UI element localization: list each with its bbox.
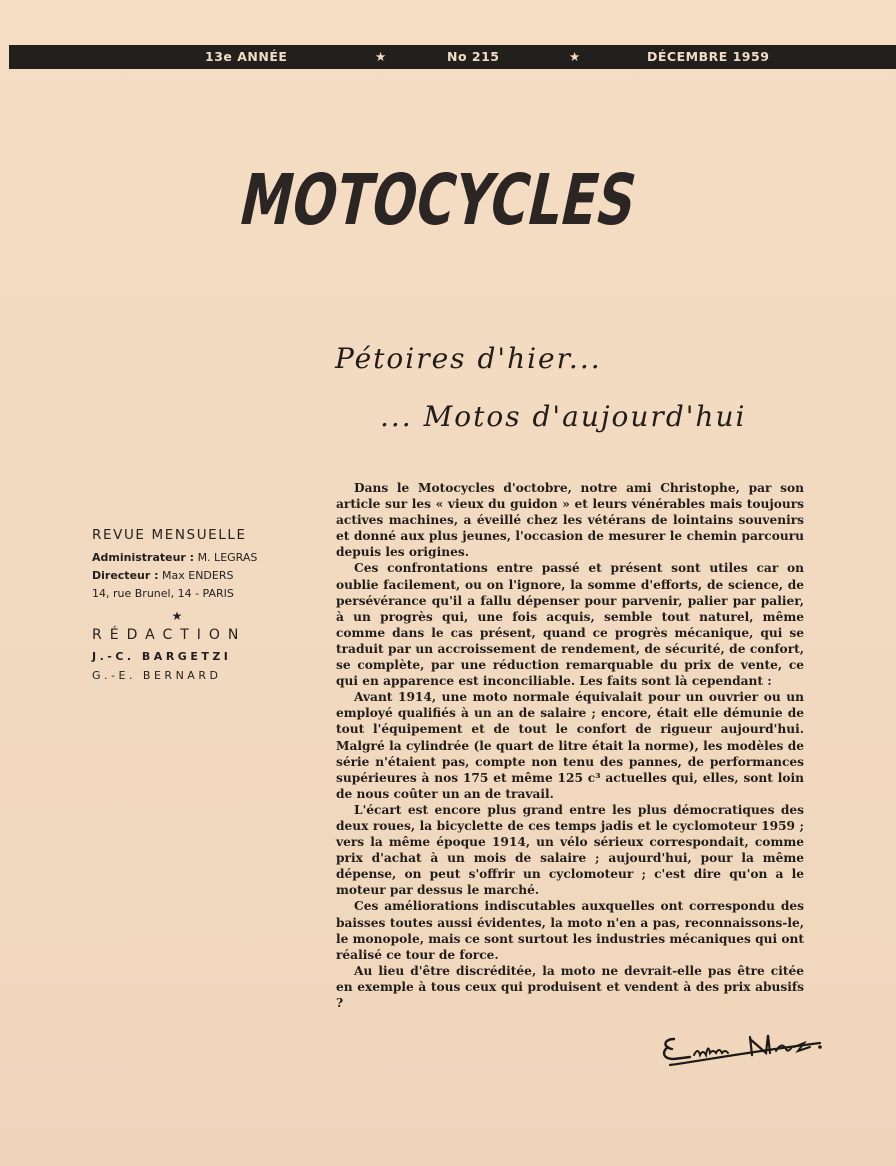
- article-paragraph-1: Dans le Motocycles d'octobre, notre ami Christophe, par son article sur les « vieux du guidon » et leurs vénérables mais toujours actives machines, a éveillé chez les vétérans de lointains souvenirs et donné aux plus jeunes, l'occasion de mesurer le chemin parcouru depuis les origines.: [336, 481, 804, 560]
- article-paragraph-2: Ces confrontations entre passé et présent sont utiles car on oublie facilement, ou on l'ignore, la somme d'efforts, de science, de persévérance qu'il a fallu dépenser pour parvenir, palier par palier, à un progrès qui, une fois acquis, semble tout naturel, même comme dans le cas présent, quand ce progrès mécanique, qui se traduit par un accroissement de rendement, de sécurité, de confort, se complète, par une réduction remarquable du prix de vente, ce qui en apparence est inconciliable. Les faits sont là cependant :: [336, 561, 804, 689]
- article-title-line-2: ... Motos d'aujourd'hui: [380, 400, 747, 433]
- header-date: DÉCEMBRE 1959: [647, 49, 770, 64]
- header-issue: No 215: [447, 49, 500, 64]
- editorial-sidebar: [92, 527, 282, 685]
- redaction-label: RÉDACTION: [92, 627, 247, 643]
- director-label: Directeur :: [92, 569, 159, 582]
- header-year: 13e ANNÉE: [205, 49, 288, 64]
- article-paragraph-6: Au lieu d'être discréditée, la moto ne devrait-elle pas être citée en exemple à tous ceux qui produisent et vendent à des prix abusifs ?: [336, 963, 804, 1010]
- masthead-logo: [222, 158, 781, 241]
- director-line: [92, 567, 282, 585]
- sidebar-star: ★: [171, 609, 183, 623]
- header-separator-2: ★: [569, 49, 581, 64]
- article-paragraph-4: L'écart est encore plus grand entre les plus démocratiques des deux roues, la bicyclette de ces temps jadis et le cyclomoteur 1959 ; vers la même époque 1914, un vélo sérieux correspondait, comme prix d'achat à un mois de salaire ; aujourd'hui, pour la même dépense, on peut s'offrir un cyclomoteur ; c'est dire qu'on a le moteur par dessus le marché.: [336, 802, 804, 898]
- administrator-label: Administrateur :: [92, 551, 195, 564]
- director-name: Max ENDERS: [162, 569, 234, 582]
- editor-2: G.-E. BERNARD: [92, 669, 222, 682]
- header-separator-1: ★: [375, 49, 387, 64]
- masthead-title: MOTOCYCLES: [232, 158, 781, 241]
- revue-label: REVUE MENSUELLE: [92, 527, 247, 543]
- article-body: [336, 480, 804, 1011]
- administrator-line: [92, 549, 282, 567]
- article-paragraph-3: Avant 1914, une moto normale équivalait pour un ouvrier ou un employé qualifiés à un an de salaire ; encore, était elle démunie de tout l'équipement et de tout le confort de rigueur aujourd'hui. Malgré la cylindrée (le quart de litre était la norme), les modèles de série n'étaient pas, compte non tenu des pannes, de performances supérieures à nos 175 et même 125 c³ actuelles qui, elles, sont loin de nous coûter un an de travail.: [336, 690, 804, 801]
- article-title-line-1: Pétoires d'hier...: [335, 342, 602, 375]
- editor-1: J.-C. BARGETZI: [92, 650, 232, 663]
- article-paragraph-5: Ces améliorations indiscutables auxquelles ont correspondu des baisses toutes aussi évidentes, la moto n'en a pas, reconnaissons-le, le monopole, mais ce sont surtout les industries mécaniques qui ont réalisé ce tour de force.: [336, 899, 804, 962]
- administrator-name: M. LEGRAS: [197, 551, 258, 564]
- address-line: 14, rue Brunel, 14 - PARIS: [92, 587, 234, 600]
- header-bar: [9, 45, 896, 69]
- signature-image: [660, 1025, 830, 1085]
